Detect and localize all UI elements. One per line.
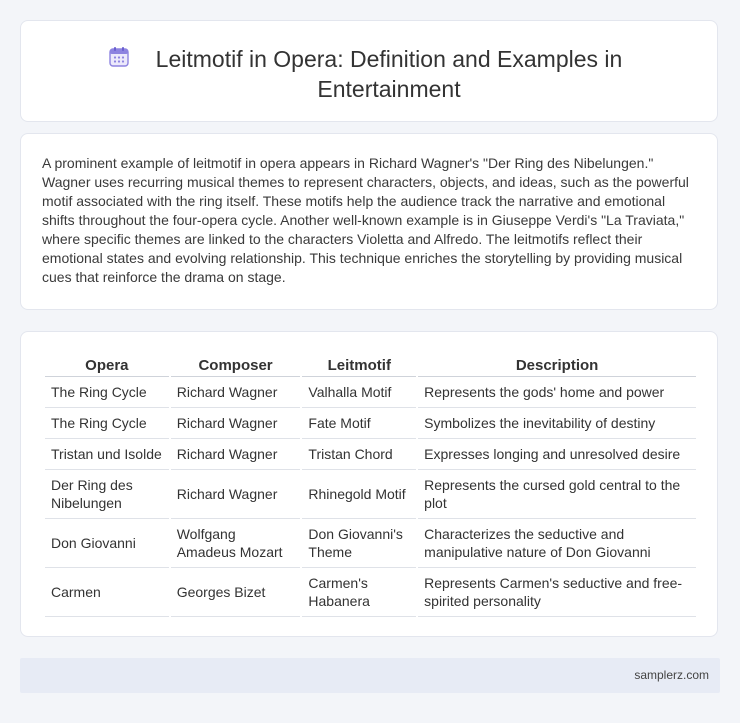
cell-composer: Georges Bizet xyxy=(171,568,301,617)
cell-description: Symbolizes the inevitability of destiny xyxy=(418,408,696,439)
cell-leitmotif: Fate Motif xyxy=(302,408,416,439)
cell-description: Represents Carmen's seductive and free-spirited personality xyxy=(418,568,696,617)
cell-opera: Der Ring des Nibelungen xyxy=(45,470,169,519)
footer-site-link[interactable]: samplerz.com xyxy=(634,668,709,682)
cell-description: Characterizes the seductive and manipulative nature of Don Giovanni xyxy=(418,519,696,568)
header-description: Description xyxy=(418,354,696,377)
description-paragraph: A prominent example of leitmotif in opera appears in Richard Wagner's "Der Ring des Nibelungen." Wagner uses recurring musical themes to represent characters, objects, and ideas, such as the powerful motif associated with the ring itself. These motifs help the audience track the narrative and emotional shifts throughout the four-opera cycle. Another well-known example is in Giuseppe Verdi's "La Traviata," where specific themes are linked to the characters Violetta and Alfredo. The leitmotifs reflect their emotional states and evolving relationship. This technique enriches the storytelling by providing musical cues that reinforce the drama on stage. xyxy=(42,155,689,285)
table-header-row xyxy=(45,354,696,377)
table-row xyxy=(45,377,696,408)
title-wrap xyxy=(21,44,717,104)
cell-description: Expresses longing and unresolved desire xyxy=(418,439,696,470)
cell-composer: Richard Wagner xyxy=(171,439,301,470)
table-row xyxy=(45,439,696,470)
cell-opera: Carmen xyxy=(45,568,169,617)
description-card xyxy=(20,133,718,310)
cell-leitmotif: Tristan Chord xyxy=(302,439,416,470)
cell-composer: Richard Wagner xyxy=(171,408,301,439)
table-row xyxy=(45,408,696,439)
cell-description: Represents the gods' home and power xyxy=(418,377,696,408)
table-row xyxy=(45,568,696,617)
cell-leitmotif: Rhinegold Motif xyxy=(302,470,416,519)
leitmotif-table xyxy=(43,354,698,617)
cell-composer: Richard Wagner xyxy=(171,470,301,519)
cell-composer: Richard Wagner xyxy=(171,377,301,408)
footer-bar xyxy=(20,658,720,693)
cell-leitmotif: Valhalla Motif xyxy=(302,377,416,408)
cell-leitmotif: Carmen's Habanera xyxy=(302,568,416,617)
header-opera: Opera xyxy=(45,354,169,377)
table-row xyxy=(45,519,696,568)
cell-description: Represents the cursed gold central to the plot xyxy=(418,470,696,519)
header-leitmotif: Leitmotif xyxy=(302,354,416,377)
cell-opera: The Ring Cycle xyxy=(45,408,169,439)
header-composer: Composer xyxy=(171,354,301,377)
cell-composer: Wolfgang Amadeus Mozart xyxy=(171,519,301,568)
table-card xyxy=(20,331,718,637)
cell-opera: Tristan und Isolde xyxy=(45,439,169,470)
cell-opera: The Ring Cycle xyxy=(45,377,169,408)
cell-leitmotif: Don Giovanni's Theme xyxy=(302,519,416,568)
title-card xyxy=(20,20,718,122)
page-title: Leitmotif in Opera: Definition and Examples in Entertainment xyxy=(155,46,623,102)
table-row xyxy=(45,470,696,519)
cell-opera: Don Giovanni xyxy=(45,519,169,568)
